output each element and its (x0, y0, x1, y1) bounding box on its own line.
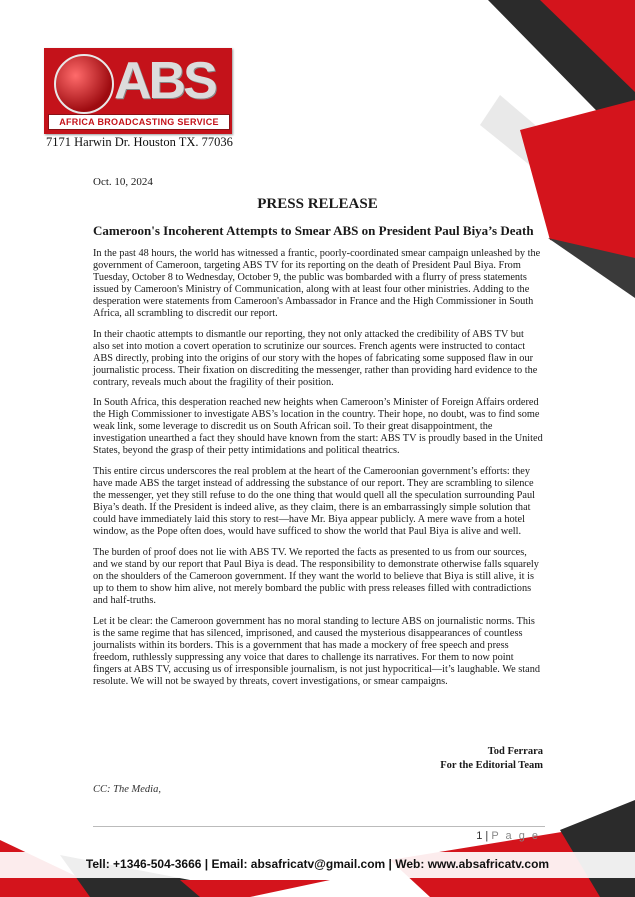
globe-icon (54, 54, 114, 114)
page-separator: | (485, 830, 489, 842)
right-red-band (520, 100, 635, 260)
abs-logo (44, 48, 232, 134)
company-address: 7171 Harwin Dr. Houston TX. 77036 (46, 135, 233, 149)
signature-block (440, 745, 543, 773)
page-number (476, 830, 540, 842)
page-label: P a g e (491, 830, 540, 842)
signature-name: Tod Ferrara (487, 746, 543, 757)
body-text (93, 248, 543, 696)
signature-role: For the Editorial Team (440, 760, 543, 771)
page-number-value: 1 (476, 830, 483, 842)
release-date: Oct. 10, 2024 (93, 176, 153, 188)
headline: Cameroon's Incoherent Attempts to Smear ABS on President Paul Biya’s Death (93, 223, 534, 238)
logo-tagline-band (48, 114, 230, 130)
logo-text: ABS (114, 52, 215, 110)
logo-tagline: AFRICA BROADCASTING SERVICE (59, 117, 219, 127)
paragraph: This entire circus underscores the real problem at the heart of the Cameroonian government’s efforts: they have made ABS the target instead of addressing the substance of our report. They are scrambling to silence the messenger, yet they still refuse to do the one thing that would quell all the speculation surrounding Paul Biya’s death. If the President is indeed alive, as they claim, there is an embarrassingly simple solution that could have immediately laid this story to rest—have Mr. Biya appear publicly. A mere wave from a hotel window, as the Pope often does, would have sufficed to show the world that Paul Biya is alive and well. (93, 466, 535, 538)
cc-line: CC: The Media, (93, 784, 161, 795)
bottom-center-red-band (180, 880, 330, 897)
contact-footer: Tell: +1346-504-3666 | Email: absafricatv@gmail.com | Web: www.absafricatv.com (85, 857, 550, 871)
paragraph: In the past 48 hours, the world has witnessed a frantic, poorly-coordinated smear campaign unleashed by the government of Cameroon, targeting ABS TV for its reporting on the death of President Paul Biya. From Tuesday, October 8 to Wednesday, October 9, the public was bombarded with a flurry of press statements issued by Cameroon's Ministry of Communication, along with at least four other ministries. Adding to the desperation were statements from Cameroon's Ambassador in France and the High Commissioner in South Africa, all scrambling to discredit our report. (93, 248, 541, 319)
paragraph: In their chaotic attempts to dismantle our reporting, they not only attacked the credibility of ABS TV but also set into motion a covert operation to scrutinize our sources. French agents were instructed to contact ABS directly, probing into the origins of our story with the hopes of fabricating some supposed flaw in our journalistic process. Their fixation on discrediting the messenger, rather than providing hard evidence to the contrary, reveals much about the fragility of their position. (93, 328, 538, 388)
footer-divider (93, 826, 545, 827)
paragraph: In South Africa, this desperation reached new heights when Cameroon’s Minister of Foreign Affairs ordered the High Commissioner to investigate ABS’s location in the country. Their hope, no doubt, was to find some weak link, some leverage to discredit us on South African soil. To their great disappointment, the investigation unearthed a fact they should have known from the start: ABS TV is proudly based in the United States, beyond the grasp of their petty intimidations and political theatrics. (93, 397, 543, 457)
paragraph: Let it be clear: the Cameroon government has no moral standing to lecture ABS on journalistic norms. This is the same regime that has silenced, imprisoned, and caused the mysterious disappearances of countless journalists within its borders. This is a government that has made a mockery of free speech and press freedom, ruthlessly suppressing any voice that dares to challenge its narratives. For them to now point fingers at ABS TV, accusing us of irresponsible journalism, is not just hypocritical—it’s laughable. We stand resolute. We will not be swayed by threats, covert investigations, or smear campaigns. (93, 615, 541, 687)
document-title: PRESS RELEASE (257, 196, 378, 212)
paragraph: The burden of proof does not lie with ABS TV. We reported the facts as presented to us from our sources, and we stand by our report that Paul Biya is dead. The responsibility to demonstrate otherwise falls squarely on the shoulders of the Cameroon government. If they want the world to believe that Biya is still alive, it is up to them to show him alive, not merely bombard the public with press releases filled with contradictions and half-truths. (93, 546, 539, 606)
